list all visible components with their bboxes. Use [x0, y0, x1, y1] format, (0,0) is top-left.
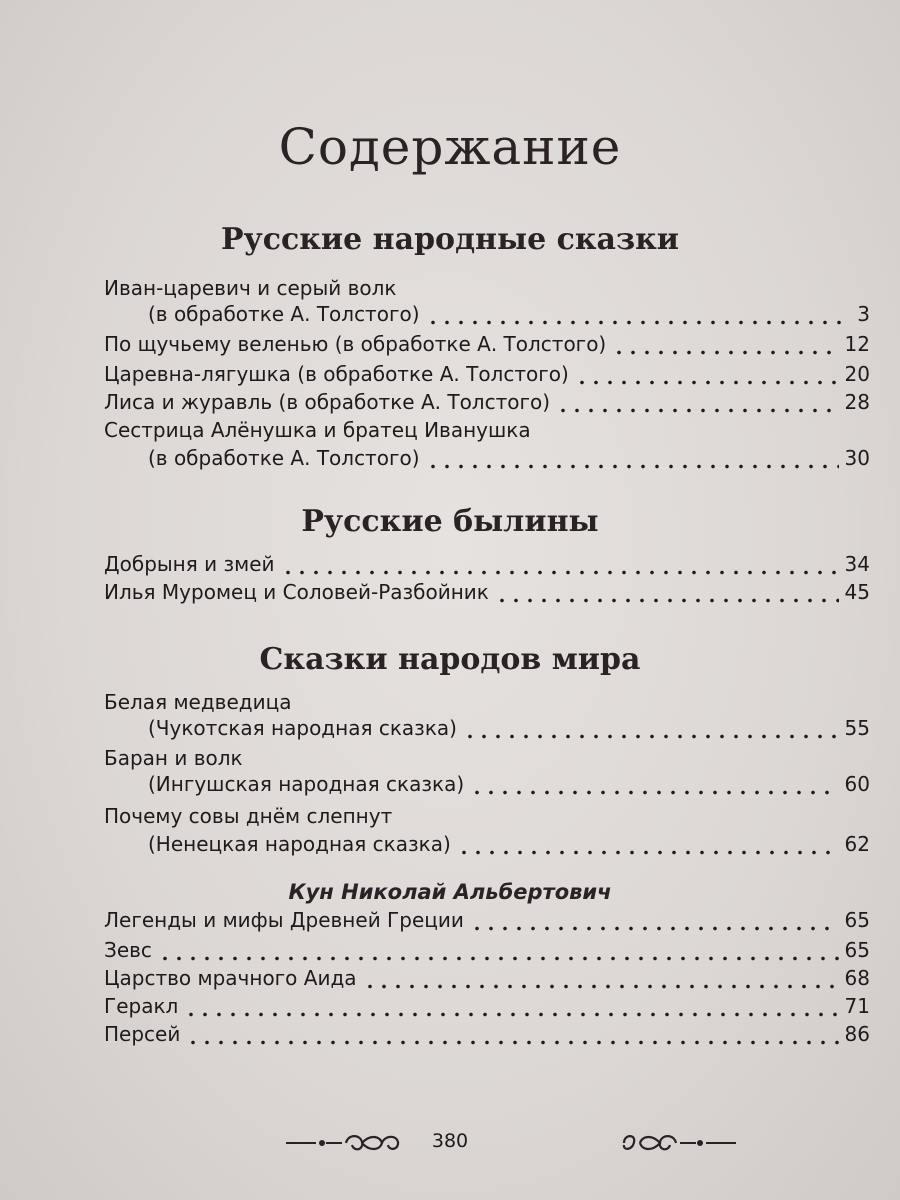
page-number: 45 [844, 580, 870, 604]
toc-entry [148, 716, 870, 746]
toc-entry [104, 1022, 870, 1052]
author-heading: Кун Николай Альбертович [288, 880, 612, 904]
toc-entry-title: Персей [104, 1022, 181, 1046]
dot-leader [556, 408, 839, 413]
toc-entry-subtitle: (в обработке А. Толстого) [148, 302, 420, 326]
page-title: Содержание [278, 118, 622, 176]
page-number: 68 [844, 966, 870, 990]
toc-entry [148, 772, 870, 802]
page-number: 86 [844, 1022, 870, 1046]
page-number: 20 [844, 362, 870, 386]
dot-leader [470, 790, 838, 795]
dot-leader [426, 320, 852, 325]
toc-entry [148, 832, 870, 862]
page-number: 65 [844, 938, 870, 962]
toc-entry [104, 580, 870, 610]
toc-entry-title: Зевс [104, 938, 152, 962]
page-number: 60 [844, 772, 870, 796]
toc-entry-subtitle: (Ненецкая народная сказка) [148, 832, 451, 856]
toc-entry-title: Баран и волк [104, 746, 243, 770]
toc-entry [104, 938, 870, 968]
page-number: 28 [844, 390, 870, 414]
toc-entry [148, 302, 870, 332]
toc-entry-title: По щучьему веленью (в обработке А. Толстого) [104, 332, 607, 356]
section-heading-russian-byliny: Русские былины [301, 504, 599, 539]
toc-entry [104, 332, 870, 362]
toc-entry-title: Илья Муромец и Соловей-Разбойник [104, 580, 489, 604]
dot-leader [186, 1040, 838, 1045]
page-number: 30 [844, 446, 870, 470]
toc-entry-title: Легенды и мифы Древней Греции [104, 908, 464, 932]
toc-entry-subtitle: (Чукотская народная сказка) [148, 716, 457, 740]
page-number: 55 [844, 716, 870, 740]
toc-entry-title: Царство мрачного Аида [104, 966, 357, 990]
page-number: 65 [844, 908, 870, 932]
toc-entry-title: Добрыня и змей [104, 552, 275, 576]
toc-entry-title: Лиса и журавль (в обработке А. Толстого) [104, 390, 551, 414]
toc-entry-subtitle: (в обработке А. Толстого) [148, 446, 420, 470]
page-number: 71 [844, 994, 870, 1018]
toc-entry [104, 994, 870, 1024]
toc-entry [104, 552, 870, 582]
toc-entry-title: Царевна-лягушка (в обработке А. Толстого) [104, 362, 569, 386]
dot-leader [470, 926, 839, 931]
toc-entry-title: Сестрица Алёнушка и братец Иванушка [104, 418, 531, 442]
toc-entry [104, 390, 870, 420]
section-heading-world-tales: Сказки народов мира [259, 642, 641, 677]
dot-leader [426, 464, 839, 469]
right-ornament-icon [586, 1130, 736, 1160]
toc-entry-subtitle: (Ингушская народная сказка) [148, 772, 465, 796]
section-heading-russian-tales: Русские народные сказки [220, 222, 680, 257]
dot-leader [281, 570, 839, 575]
toc-entry-title: Иван-царевич и серый волк [104, 276, 397, 300]
toc-entry-title: Почему совы днём слепнут [104, 804, 393, 828]
dot-leader [158, 956, 839, 961]
dot-leader [457, 850, 839, 855]
dot-leader [575, 380, 839, 385]
dot-leader [612, 350, 838, 355]
toc-entry [104, 362, 870, 392]
toc-entry-title: Геракл [104, 994, 179, 1018]
dot-leader [184, 1012, 838, 1017]
dot-leader [363, 984, 839, 989]
toc-entry [104, 908, 870, 938]
page-number: 62 [844, 832, 870, 856]
page-number-footer: 380 [431, 1130, 469, 1152]
page-number: 12 [844, 332, 870, 356]
page-number: 34 [844, 552, 870, 576]
toc-entry [104, 966, 870, 996]
page-number: 3 [857, 302, 870, 326]
dot-leader [463, 734, 839, 739]
toc-entry [148, 446, 870, 476]
toc-entry-title: Белая медведица [104, 690, 292, 714]
dot-leader [495, 598, 839, 603]
